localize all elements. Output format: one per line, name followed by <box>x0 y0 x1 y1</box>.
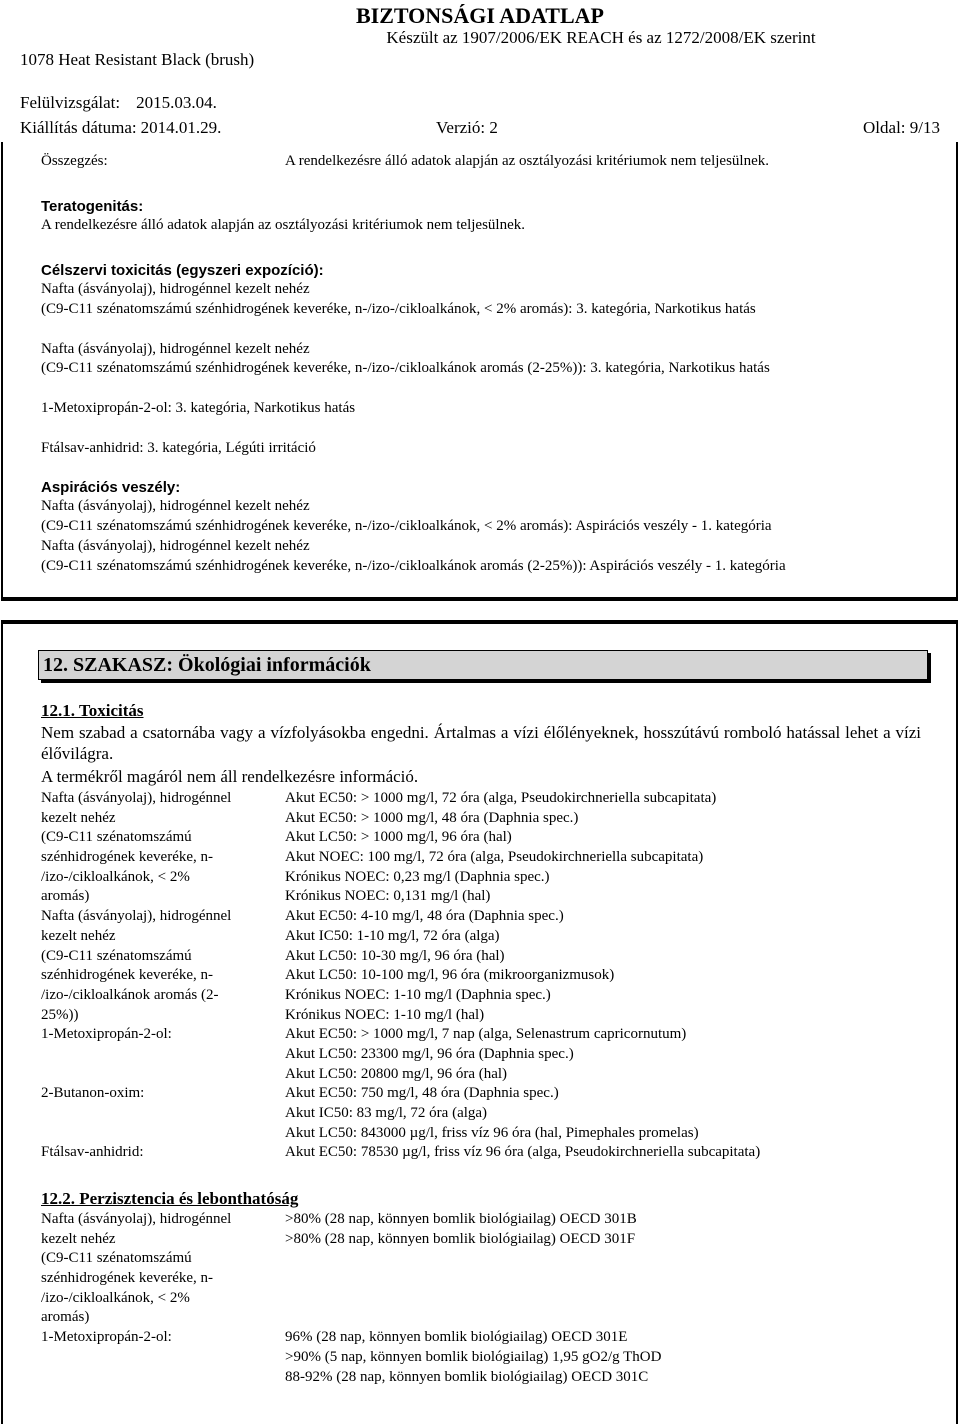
substance-line: Nafta (ásványolaj), hidrogénnel <box>41 1211 232 1227</box>
substance-line: Nafta (ásványolaj), hidrogénnel <box>41 790 232 806</box>
aspiration-line: Nafta (ásványolaj), hidrogénnel kezelt nehéz <box>41 538 310 554</box>
teratogenicity-heading: Teratogenitás: <box>41 198 144 215</box>
substance-line: /izo-/cikloalkánok, < 2% <box>41 868 190 885</box>
substance-line: kezelt nehéz <box>41 927 116 944</box>
substance-line <box>41 1045 271 1065</box>
toxicity-value: Akut EC50: > 1000 mg/l, 48 óra (Daphnia spec.) <box>285 809 579 826</box>
persistence-value: 96% (28 nap, könnyen bomlik biológiailag) OECD 301E <box>285 1329 628 1346</box>
toxicity-paragraph-2: A termékről magáról nem áll rendelkezésre információ. <box>41 767 419 786</box>
revision-label: Felülvizsgálat: <box>20 93 121 112</box>
substance-line: kezelt nehéz <box>41 809 116 826</box>
summary-text: A rendelkezésre álló adatok alapján az osztályozási kritériumok nem teljesülnek. <box>285 153 769 169</box>
regulation-subtitle: Készült az 1907/2006/EK REACH és az 1272/2008/EK szerint <box>386 28 816 47</box>
toxicity-value: Akut LC50: 10-30 mg/l, 96 óra (hal) <box>285 947 505 964</box>
substance-line <box>41 1065 271 1085</box>
toxicity-value: Akut LC50: 23300 mg/l, 96 óra (Daphnia spec.) <box>285 1045 574 1062</box>
teratogenicity-text: A rendelkezésre álló adatok alapján az osztályozási kritériumok nem teljesülnek. <box>41 217 525 233</box>
toxicity-value: Akut EC50: > 1000 mg/l, 7 nap (alga, Selenastrum capricornutum) <box>285 1026 687 1043</box>
substance-line: szénhidrogének keveréke, n- <box>41 849 214 866</box>
toxicity-heading: 12.1. Toxicitás <box>41 701 144 720</box>
toxicity-value-column <box>285 789 945 1163</box>
toxicity-value: Akut IC50: 1-10 mg/l, 72 óra (alga) <box>285 927 500 944</box>
substance-line <box>41 1368 271 1388</box>
substance-line: aromás) <box>41 1309 90 1326</box>
substance-line <box>41 1348 271 1368</box>
toxicity-value: Akut IC50: 83 mg/l, 72 óra (alga) <box>285 1105 488 1121</box>
revision-date: 2015.03.04. <box>136 93 217 112</box>
substance-line: 2-Butanon-oxim: <box>41 1085 145 1102</box>
persistence-value <box>285 1308 945 1328</box>
page-header <box>0 0 960 140</box>
toxicity-value: Akut LC50: 843000 µg/l, friss víz 96 óra (hal, Pimephales promelas) <box>285 1124 699 1141</box>
substance-line <box>41 1124 271 1144</box>
product-name: 1078 Heat Resistant Black (brush) <box>20 50 255 69</box>
aspiration-line: Nafta (ásványolaj), hidrogénnel kezelt nehéz <box>41 498 310 514</box>
revision-info <box>20 93 217 113</box>
stot-line: 1-Metoxipropán-2-ol: 3. kategória, Narkotikus hatás <box>41 400 356 416</box>
issue-label: Kiállítás dátuma: <box>20 118 137 137</box>
toxicity-value: Krónikus NOEC: 1-10 mg/l (hal) <box>285 1006 485 1023</box>
document-title: BIZTONSÁGI ADATLAP <box>356 3 604 28</box>
stot-line: Nafta (ásványolaj), hidrogénnel kezelt nehéz <box>41 281 310 297</box>
stot-line: Nafta (ásványolaj), hidrogénnel kezelt nehéz <box>41 341 310 357</box>
toxicity-value: Akut NOEC: 100 mg/l, 72 óra (alga, Pseudokirchneriella subcapitata) <box>285 849 704 866</box>
stot-line: Ftálsav-anhidrid: 3. kategória, Légúti irritáció <box>41 440 316 456</box>
section-12-title: 12. SZAKASZ: Ökológiai információk <box>38 650 928 680</box>
version: Verzió: 2 <box>436 118 498 137</box>
substance-line: kezelt nehéz <box>41 1230 116 1247</box>
aspiration-line: (C9-C11 szénatomszámú szénhidrogének keveréke, n-/izo-/cikloalkánok aromás (2-25%)): Aspirációs veszély - 1. kategória <box>41 558 786 574</box>
substance-line: Nafta (ásványolaj), hidrogénnel <box>41 908 232 925</box>
substance-line: szénhidrogének keveréke, n- <box>41 1270 214 1287</box>
substance-line <box>41 1104 271 1124</box>
toxicity-value: Krónikus NOEC: 0,131 mg/l (hal) <box>285 888 491 905</box>
issue-info <box>20 118 221 138</box>
persistence-value: >90% (5 nap, könnyen bomlik biológiailag) 1,95 gO2/g ThOD <box>285 1348 662 1365</box>
substance-line: /izo-/cikloalkánok aromás (2- <box>41 986 219 1003</box>
substance-line: 1-Metoxipropán-2-ol: <box>41 1026 172 1043</box>
substance-line: szénhidrogének keveréke, n- <box>41 967 214 984</box>
persistence-value: >80% (28 nap, könnyen bomlik biológiailag) OECD 301F <box>285 1230 636 1247</box>
persistence-value <box>285 1249 945 1269</box>
persistence-heading: 12.2. Perzisztencia és lebonthatóság <box>41 1189 299 1208</box>
toxicity-value: Akut EC50: 750 mg/l, 48 óra (Daphnia spec.) <box>285 1085 559 1102</box>
toxicity-value: Akut LC50: 10-100 mg/l, 96 óra (mikroorganizmusok) <box>285 967 615 984</box>
toxicity-substance-column <box>41 789 271 1163</box>
toxicity-value: Akut EC50: 4-10 mg/l, 48 óra (Daphnia spec.) <box>285 908 564 925</box>
toxicity-value: Krónikus NOEC: 1-10 mg/l (Daphnia spec.) <box>285 986 551 1003</box>
issue-date: 2014.01.29. <box>140 118 222 137</box>
persistence-substance-column <box>41 1210 271 1387</box>
persistence-value <box>285 1289 945 1309</box>
toxicity-value: Akut EC50: > 1000 mg/l, 72 óra (alga, Pseudokirchneriella subcapitata) <box>285 790 717 806</box>
page-number: Oldal: 9/13 <box>863 118 940 137</box>
persistence-value <box>285 1269 945 1289</box>
summary-label: Összegzés: <box>41 153 108 169</box>
aspiration-line: (C9-C11 szénatomszámú szénhidrogének keveréke, n-/izo-/cikloalkánok, < 2% aromás): Aspirációs veszély - 1. kategória <box>41 518 772 534</box>
stot-line: (C9-C11 szénatomszámú szénhidrogének keveréke, n-/izo-/cikloalkánok, < 2% aromás): 3. kategória, Narkotikus hatás <box>41 301 756 317</box>
aspiration-heading: Aspirációs veszély: <box>41 479 181 496</box>
stot-line: (C9-C11 szénatomszámú szénhidrogének keveréke, n-/izo-/cikloalkánok aromás (2-25%)): 3. kategória, Narkotikus hatás <box>41 360 770 376</box>
toxicity-value: Akut EC50: 78530 µg/l, friss víz 96 óra (alga, Pseudokirchneriella subcapitata) <box>285 1144 761 1161</box>
persistence-value-column <box>285 1210 945 1387</box>
substance-line: (C9-C11 szénatomszámú <box>41 947 192 964</box>
substance-line: Ftálsav-anhidrid: <box>41 1144 144 1161</box>
substance-line: /izo-/cikloalkánok, < 2% <box>41 1289 190 1306</box>
substance-line: (C9-C11 szénatomszámú <box>41 829 192 846</box>
substance-line: 25%)) <box>41 1006 79 1023</box>
toxicity-value: Akut LC50: 20800 mg/l, 96 óra (hal) <box>285 1065 508 1082</box>
toxicity-value: Krónikus NOEC: 0,23 mg/l (Daphnia spec.) <box>285 868 550 885</box>
stot-heading: Célszervi toxicitás (egyszeri expozíció): <box>41 262 324 279</box>
toxicity-value: Akut LC50: > 1000 mg/l, 96 óra (hal) <box>285 829 512 846</box>
persistence-value: 88-92% (28 nap, könnyen bomlik biológiailag) OECD 301C <box>285 1368 649 1385</box>
substance-line: aromás) <box>41 888 90 905</box>
substance-line: (C9-C11 szénatomszámú <box>41 1250 192 1267</box>
persistence-value: >80% (28 nap, könnyen bomlik biológiailag) OECD 301B <box>285 1211 637 1227</box>
substance-line: 1-Metoxipropán-2-ol: <box>41 1329 172 1346</box>
toxicity-paragraph: Nem szabad a csatornába vagy a vízfolyásokba engedni. Ártalmas a vízi élőlényeknek, hosszútávú romboló hatással lehet a vízi élővilágra. <box>41 723 921 763</box>
